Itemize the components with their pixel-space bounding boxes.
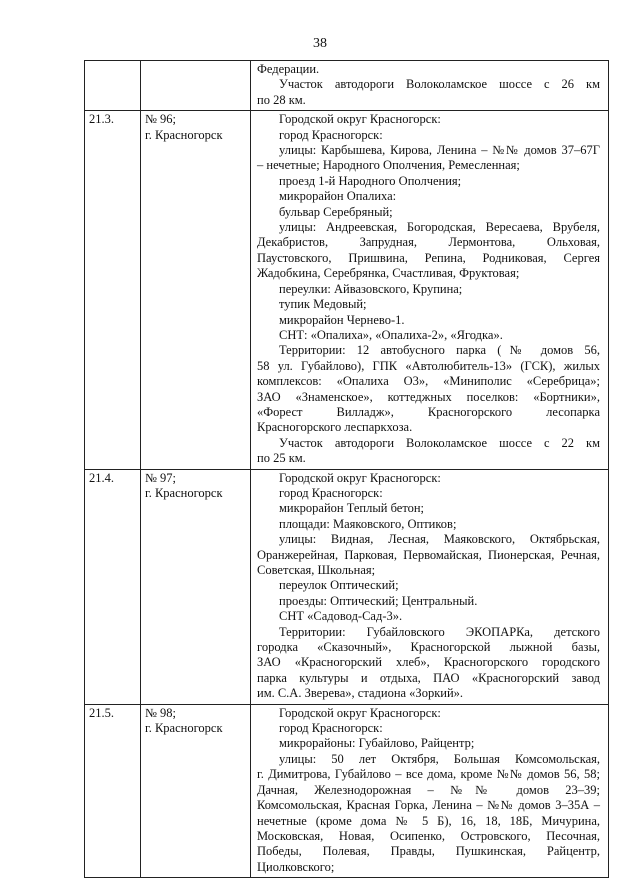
text-line: парка культуры и отдыха, ПАО «Красногорский завод: [257, 670, 600, 685]
text-line: нечетные (кроме дома № 5 Б), 16, 18, 18Б, Мичурина,: [257, 813, 600, 828]
text-line: СНТ: «Опалиха», «Опалиха-2», «Ягодка».: [279, 327, 503, 342]
text-line: Комсомольская, Красная Горка, Ленина – №№ домов 3–35А –: [257, 798, 600, 813]
district-boundaries-cell: [251, 111, 609, 469]
district-cell: [141, 61, 251, 111]
text-line: Федерации.: [257, 62, 320, 76]
district-boundaries-cell: [251, 61, 609, 111]
text-line: площади: Маяковского, Оптиков;: [279, 516, 457, 531]
text-line: комплексов: «Опалиха О3», «Миниполис «Серебрица»;: [257, 374, 600, 389]
row-number-cell: [85, 704, 141, 877]
text-line: ЗАО «Знаменское», коттеджных поселков: «Бортники»,: [257, 389, 600, 404]
row-number: 21.4.: [89, 470, 114, 485]
text-line: Паустовского, Пришвина, Репина, Родниковая, Сергея: [257, 250, 600, 265]
text-line: город Красногорск:: [279, 721, 383, 736]
text-line: проезды: Оптический; Центральный.: [279, 593, 478, 608]
row-number-cell: [85, 111, 141, 469]
text-line: Участок автодороги Волоколамское шоссе с 26 км: [279, 77, 600, 92]
text-line: улицы: Видная, Лесная, Маяковского, Октябрьская,: [279, 532, 600, 547]
polling-districts-table: [84, 60, 609, 878]
table-row: [85, 111, 609, 469]
text-line: тупик Медовый;: [279, 297, 367, 312]
text-line: Циолковского;: [257, 859, 335, 874]
text-line: Городской округ Красногорск:: [279, 470, 441, 485]
row-number-cell: [85, 61, 141, 111]
row-number: 21.5.: [89, 705, 114, 720]
text-line: Оранжерейная, Парковая, Первомайская, Пионерская, Речная,: [257, 547, 600, 562]
district-number: № 96;: [145, 112, 177, 127]
text-line: 58 ул. Губайлово), ГПК «Автолюбитель-13» (ГСК), жилых: [257, 358, 600, 373]
text-line: переулок Оптический;: [279, 578, 399, 593]
text-line: улицы: Карбышева, Кирова, Ленина – №№ домов 37–67Г: [279, 143, 600, 158]
district-city: г. Красногорск: [145, 721, 223, 736]
text-line: переулки: Айвазовского, Крупина;: [279, 281, 463, 296]
district-boundaries-cell: [251, 469, 609, 704]
text-line: городка «Сказочный», Красногорской лыжной базы,: [257, 640, 600, 655]
text-line: город Красногорск:: [279, 485, 383, 500]
text-line: Дачная, Железнодорожная – №№ домов 23–39;: [257, 782, 600, 797]
text-line: Советская, Школьная;: [257, 563, 376, 577]
text-line: ЗАО «Красногорский хлеб», Красногорского городского: [257, 655, 600, 670]
text-line: им. С.А. Зверева», стадиона «Зоркий».: [257, 686, 464, 701]
text-line: Территории: Губайловского ЭКОПАРКа, детского: [279, 624, 600, 639]
text-line: – нечетные; Народного Ополчения, Ремесленная;: [257, 158, 520, 173]
table-row: [85, 469, 609, 704]
district-number: № 97;: [145, 470, 177, 485]
row-number-cell: [85, 469, 141, 704]
text-line: микрорайон Теплый бетон;: [279, 501, 425, 516]
district-city: г. Красногорск: [145, 127, 223, 142]
text-line: «Форест Вилладж», Красногорского лесопарка: [257, 404, 600, 419]
table-row: [85, 704, 609, 877]
text-line: Участок автодороги Волоколамское шоссе с 22 км: [279, 435, 600, 450]
text-line: микрорайоны: Губайлово, Райцентр;: [279, 736, 475, 751]
text-line: Московская, Новая, Осипенко, Островского, Песочная,: [257, 828, 600, 843]
district-cell: [141, 111, 251, 469]
text-line: Декабристов, Запрудная, Лермонтова, Ольховая,: [257, 235, 600, 250]
text-line: г. Димитрова, Губайлово – все дома, кроме №№ домов 56, 58;: [257, 767, 600, 782]
text-line: Жадобкина, Серебрянка, Счастливая, Фруктовая;: [257, 266, 520, 281]
text-line: улицы: Андреевская, Богородская, Вересаева, Врубеля,: [279, 220, 600, 235]
text-line: Городской округ Красногорск:: [279, 112, 441, 127]
district-number: № 98;: [145, 705, 177, 720]
table-row: [85, 61, 609, 111]
text-line: улицы: 50 лет Октября, Большая Комсомольская,: [279, 751, 600, 766]
text-line: город Красногорск:: [279, 127, 383, 142]
text-line: Территории: 12 автобусного парка (№ домов 56,: [279, 343, 600, 358]
text-line: Победы, Полевая, Правды, Пушкинская, Райцентр,: [257, 844, 600, 859]
district-cell: [141, 469, 251, 704]
row-number: 21.3.: [89, 112, 114, 127]
text-line: бульвар Серебряный;: [279, 204, 393, 219]
page-number: 38: [313, 36, 327, 51]
text-line: микрорайон Чернево-1.: [279, 312, 405, 327]
text-line: проезд 1-й Народного Ополчения;: [279, 173, 462, 188]
district-cell: [141, 704, 251, 877]
district-city: г. Красногорск: [145, 485, 223, 500]
text-line: по 25 км.: [257, 451, 306, 466]
text-line: микрорайон Опалиха:: [279, 189, 397, 204]
text-line: по 28 км.: [257, 92, 306, 107]
district-boundaries-cell: [251, 704, 609, 877]
text-line: СНТ «Садовод-Сад-3».: [279, 609, 403, 624]
text-line: Красногорского леспаркхоза.: [257, 420, 413, 435]
text-line: Городской округ Красногорск:: [279, 705, 441, 720]
